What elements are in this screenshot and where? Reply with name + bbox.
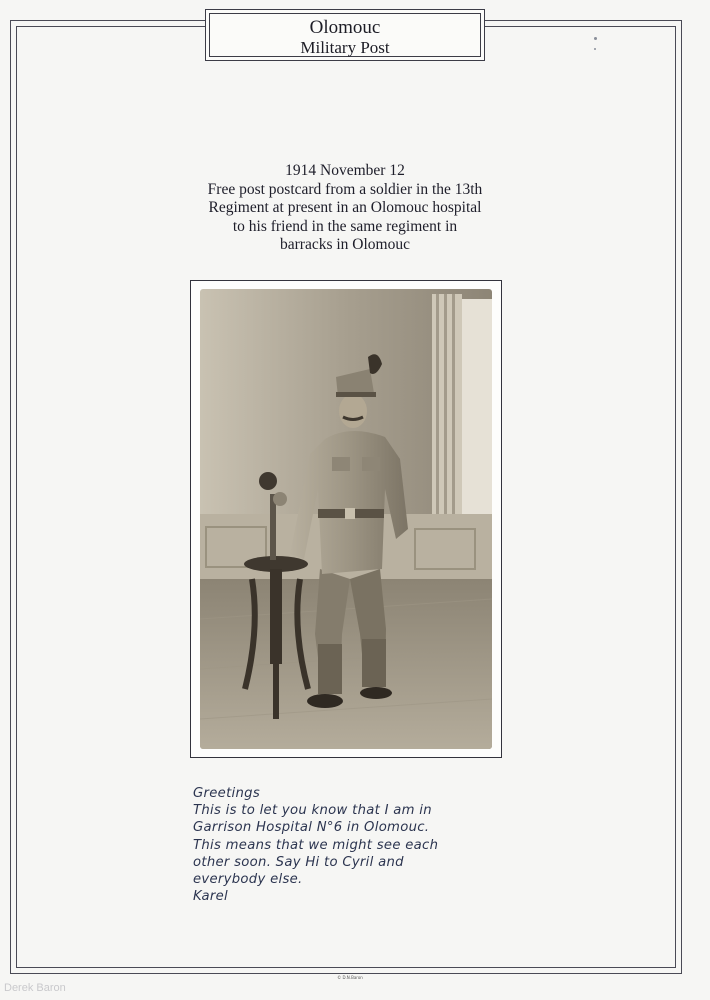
handwritten-message: [193, 785, 513, 905]
paper-speck: [594, 37, 597, 40]
letter-line: This is to let you know that I am in: [193, 803, 432, 819]
letter-line: everybody else.: [193, 872, 303, 888]
page-subtitle: Military Post: [300, 38, 390, 57]
soldier-portrait-photo: [200, 289, 492, 749]
caption-line: Free post postcard from a soldier in the 13th: [207, 180, 483, 198]
photo-mount: [190, 280, 502, 758]
paper-speck: [594, 48, 596, 50]
caption-line: barracks in Olomouc: [280, 236, 410, 253]
postcard-caption: [160, 162, 530, 255]
caption-line: Regiment at present in an Olomouc hospital: [208, 199, 482, 216]
letter-line: Garrison Hospital N°6 in Olomouc.: [193, 820, 430, 836]
title-box: [205, 9, 485, 61]
letter-signature: Karel: [193, 889, 228, 905]
letter-line: This means that we might see each: [193, 837, 439, 853]
caption-line: 1914 November 12: [285, 162, 405, 179]
caption-line: to his friend in the same regiment in: [232, 217, 458, 235]
page-title: Olomouc: [309, 17, 381, 38]
copyright-note: © D.N.Baron: [337, 975, 363, 980]
letter-line: Greetings: [193, 786, 261, 801]
letter-line: other soon. Say Hi to Cyril and: [193, 854, 404, 870]
watermark: Derek Baron: [4, 982, 66, 994]
